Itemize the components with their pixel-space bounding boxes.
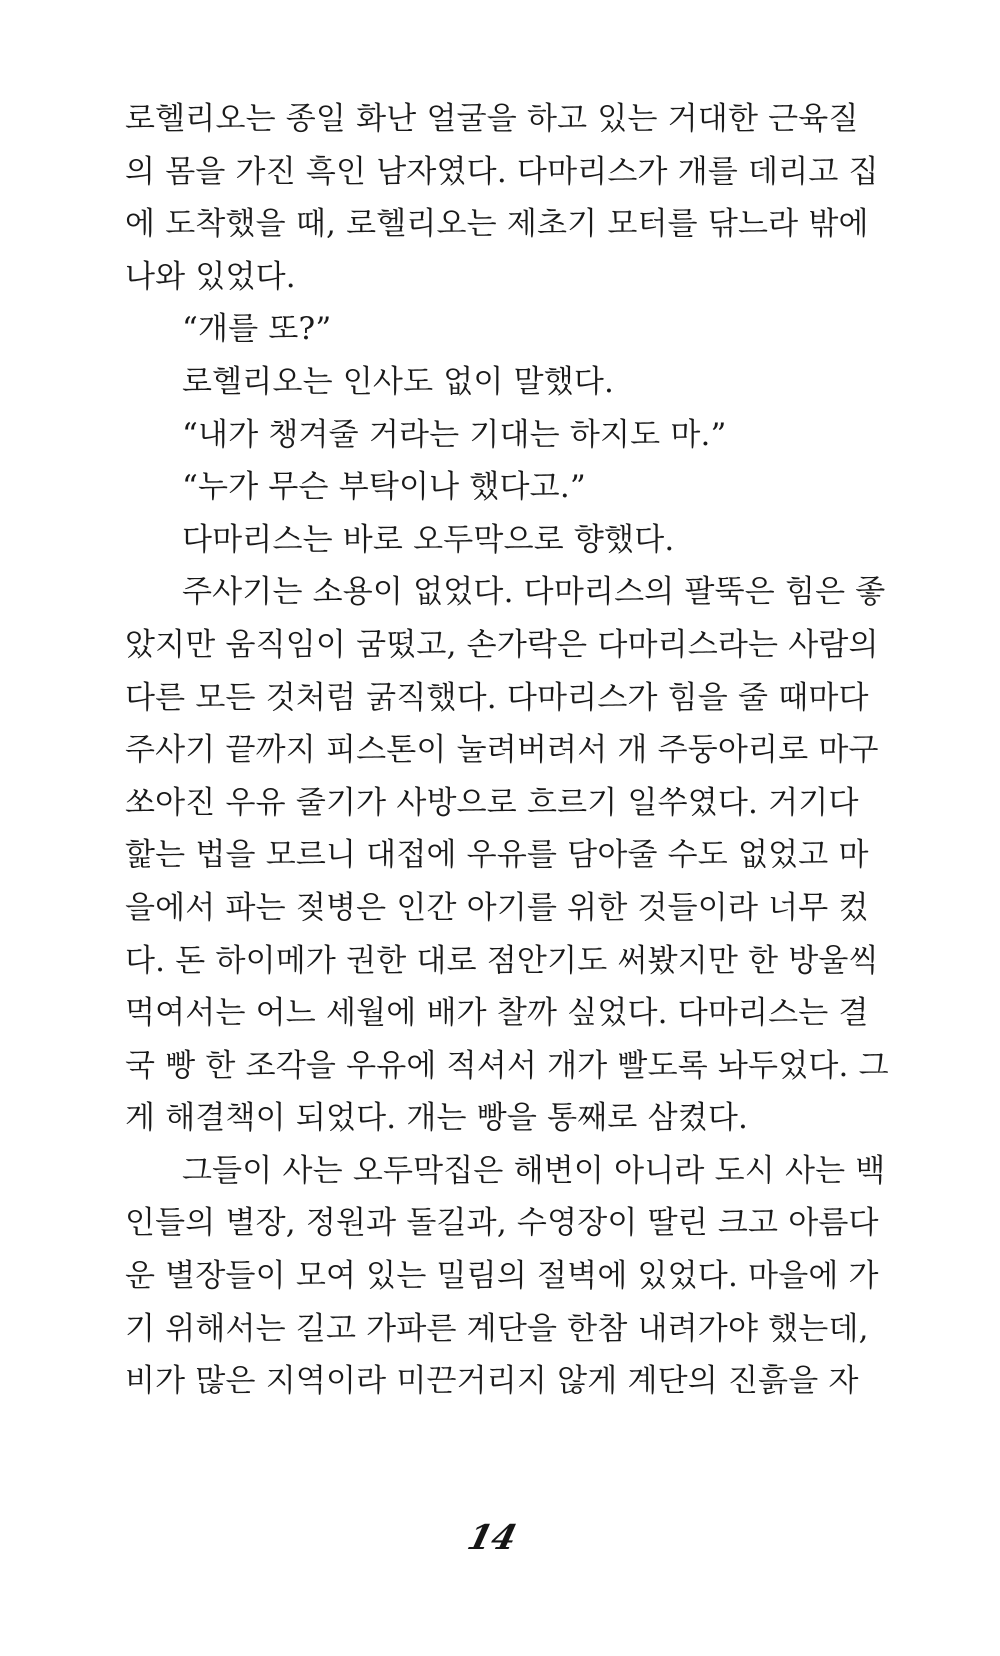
text-line: 쏘아진 우유 줄기가 사방으로 흐르기 일쑤였다. 거기다 [125,784,859,821]
text-line: 그들이 사는 오두막집은 해변이 아니라 도시 사는 백 [182,1152,886,1189]
text-line: 나와 있었다. [125,258,296,295]
text-line: 다. 돈 하이메가 권한 대로 점안기도 써봤지만 한 방울씩 [125,942,879,979]
text-line: 먹여서는 어느 세월에 배가 찰까 싶었다. 다마리스는 결 [125,995,869,1032]
text-line: 기 위해서는 길고 가파른 계단을 한참 내려가야 했는데, [125,1310,869,1347]
text-line: 인들의 별장, 정원과 돌길과, 수영장이 딸린 크고 아름다 [125,1205,879,1242]
dialogue-line: “개를 또?” [182,311,332,348]
text-line: 비가 많은 지역이라 미끈거리지 않게 계단의 진흙을 자 [125,1363,859,1400]
text-line: 을에서 파는 젖병은 인간 아기를 위한 것들이라 너무 컸 [125,889,869,926]
text-line: 핥는 법을 모르니 대접에 우유를 담아줄 수도 없었고 마 [125,837,869,874]
dialogue-line: “내가 챙겨줄 거라는 기대는 하지도 마.” [182,416,727,453]
dialogue-line: “누가 무슨 부탁이나 했다고.” [182,469,586,506]
text-line: 게 해결책이 되었다. 개는 빵을 통째로 삼켰다. [125,1100,749,1137]
text-line: 로헬리오는 인사도 없이 말했다. [182,363,615,400]
text-line: 국 빵 한 조각을 우유에 적셔서 개가 빨도록 놔두었다. 그 [125,1047,889,1084]
text-line: 다른 모든 것처럼 굵직했다. 다마리스가 힘을 줄 때마다 [125,679,869,716]
text-line: 다마리스는 바로 오두막으로 향했다. [182,521,675,558]
text-line: 로헬리오는 종일 화난 얼굴을 하고 있는 거대한 근육질 [125,101,859,137]
text-line: 에 도착했을 때, 로헬리오는 제초기 모터를 닦느라 밖에 [125,206,869,243]
text-line: 의 몸을 가진 흑인 남자였다. 다마리스가 개를 데리고 집 [125,153,879,190]
text-line: 주사기는 소용이 없었다. 다마리스의 팔뚝은 힘은 좋 [182,574,886,611]
text-line: 았지만 움직임이 굼떴고, 손가락은 다마리스라는 사람의 [125,626,879,663]
body-text [125,93,889,1408]
page-number: 14 [463,1518,521,1558]
text-line: 주사기 끝까지 피스톤이 눌려버려서 개 주둥아리로 마구 [125,732,879,769]
text-line: 운 별장들이 모여 있는 밀림의 절벽에 있었다. 마을에 가 [125,1258,879,1295]
